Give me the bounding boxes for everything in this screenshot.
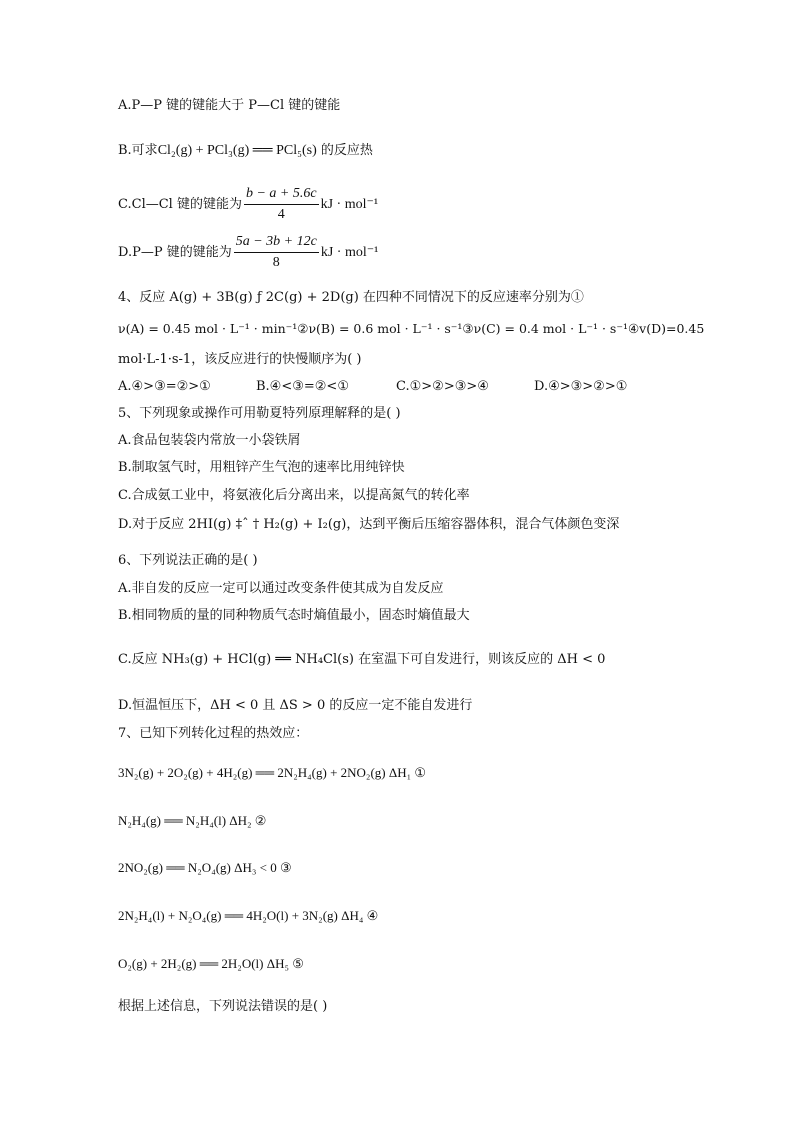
q4-stem-line-1: 4、反应 A(g) + 3B(g) ƒ 2C(g) + 2D(g) 在四种不同情况下的反应速率分别为① xyxy=(118,290,584,305)
q3-option-c-fraction xyxy=(244,185,319,224)
q5-option-a: A.食品包装袋内常放一小袋铁屑 xyxy=(118,433,301,448)
q3-option-c xyxy=(118,185,378,224)
q3-option-d-denominator: 8 xyxy=(272,255,280,270)
q4-option-d: D.④>③>②>① xyxy=(534,379,628,394)
q6-option-a: A.非自发的反应一定可以通过改变条件使其成为自发反应 xyxy=(118,581,444,596)
q3-option-c-numerator: b − a + 5.6c xyxy=(244,185,319,205)
q3-option-b-equation: Cl₂(g) + PCl₃(g) ══ PCl₅(s) xyxy=(157,143,317,158)
q4-option-c: C.①>②>③>④ xyxy=(396,379,489,394)
q7-equation-3: 2NO₂(g) ══ N₂O₄(g) ΔH₃ < 0 ③ xyxy=(118,860,292,875)
q7-equation-4: 2N₂H₄(l) + N₂O₄(g) ══ 4H₂O(l) + 3N₂(g) ΔH₄ ④ xyxy=(118,908,379,923)
q3-option-b-suffix: 的反应热 xyxy=(316,143,373,158)
q4-stem-line-2: ν(A) = 0.45 mol · L⁻¹ · min⁻¹②ν(B) = 0.6 mol · L⁻¹ · s⁻¹③ν(C) = 0.4 mol · L⁻¹ · s⁻¹④v(D)=0.45 xyxy=(118,321,705,336)
q3-option-b xyxy=(118,142,373,160)
q5-option-d: D.对于反应 2HI(g) ‡ˆ † H₂(g) + I₂(g)，达到平衡后压缩容器体积，混合气体颜色变深 xyxy=(118,517,620,532)
q3-option-d-prefix: D.P—P 键的键能为 xyxy=(118,245,232,260)
q5-option-c: C.合成氨工业中，将氨液化后分离出来，以提高氮气的转化率 xyxy=(118,488,470,503)
q3-option-d-unit: kJ · mol⁻¹ xyxy=(320,245,379,260)
q3-option-d-fraction xyxy=(234,233,319,272)
q3-option-d-numerator: 5a − 3b + 12c xyxy=(234,233,319,253)
q7-equation-1: 3N₂(g) + 2O₂(g) + 4H₂(g) ══ 2N₂H₄(g) + 2NO₂(g) ΔH₁ ① xyxy=(118,765,427,780)
q7-stem: 7、已知下列转化过程的热效应： xyxy=(118,726,309,741)
q3-option-c-denominator: 4 xyxy=(277,207,285,222)
q4-option-b: B.④<③=②<① xyxy=(256,379,349,394)
q7-equation-5: O₂(g) + 2H₂(g) ══ 2H₂O(l) ΔH₅ ⑤ xyxy=(118,956,304,971)
q3-option-b-prefix: B.可求 xyxy=(118,143,158,158)
q5-option-b: B.制取氢气时，用粗锌产生气泡的速率比用纯锌快 xyxy=(118,460,405,475)
q6-option-d: D.恒温恒压下，ΔH < 0 且 ΔS > 0 的反应一定不能自发进行 xyxy=(118,698,473,713)
q7-equation-2: N₂H₄(g) ══ N₂H₄(l) ΔH₂ ② xyxy=(118,813,267,828)
q7-question: 根据上述信息，下列说法错误的是( ) xyxy=(118,999,328,1014)
q4-options xyxy=(118,378,627,396)
q3-option-a: A.P—P 键的键能大于 P—Cl 键的键能 xyxy=(118,98,341,113)
q3-option-d xyxy=(118,233,378,272)
q5-stem: 5、下列现象或操作可用勒夏特列原理解释的是( ) xyxy=(118,406,401,421)
q3-option-c-prefix: C.Cl—Cl 键的键能为 xyxy=(118,197,242,212)
q3-option-c-unit: kJ · mol⁻¹ xyxy=(320,197,379,212)
q6-stem: 6、下列说法正确的是( ) xyxy=(118,553,258,568)
q6-option-b: B.相同物质的量的同种物质气态时熵值最小，固态时熵值最大 xyxy=(118,608,470,623)
q4-stem-line-3: mol·L-1·s-1，该反应进行的快慢顺序为( ) xyxy=(118,352,362,367)
q6-option-c: C.反应 NH₃(g) + HCl(g) ══ NH₄Cl(s) 在室温下可自发进行，则该反应的 ΔH < 0 xyxy=(118,652,606,667)
q4-option-a: A.④>③=②>① xyxy=(118,379,211,394)
